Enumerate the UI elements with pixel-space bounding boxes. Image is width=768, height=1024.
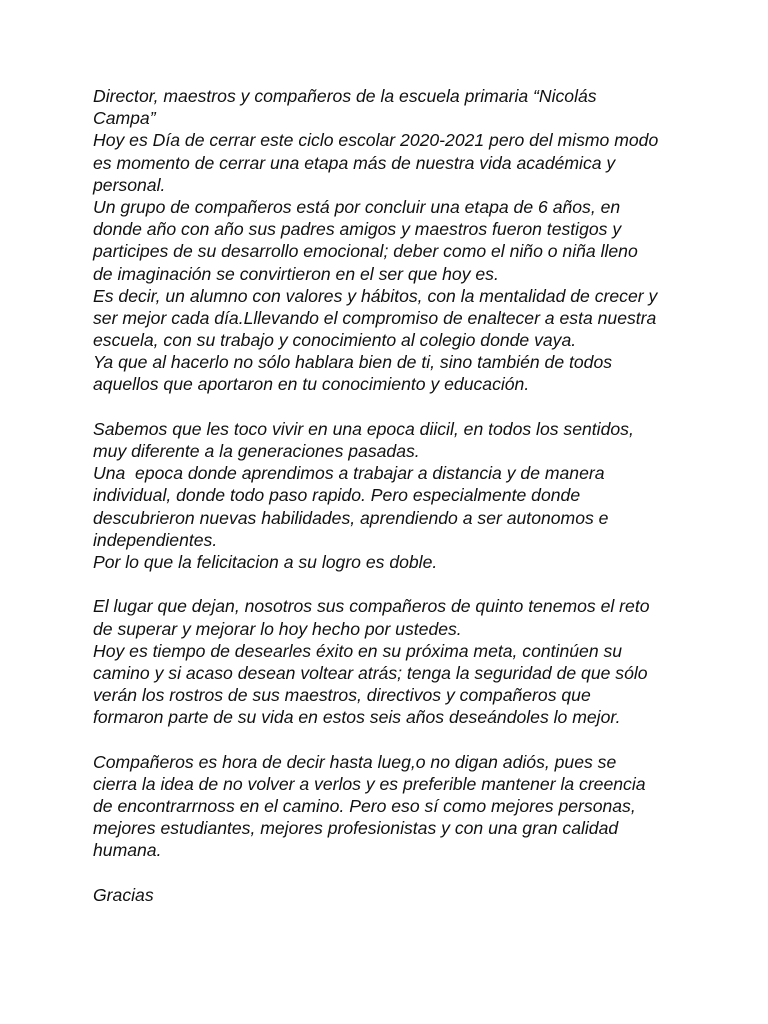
text-line: escuela, con su trabajo y conocimiento al colegio donde vaya. xyxy=(93,330,577,351)
paragraph-spacer xyxy=(93,862,748,884)
text-line: Compañeros es hora de decir hasta lueg,o no digan adiós, pues se xyxy=(93,751,617,772)
text-line: donde año con año sus padres amigos y maestros fueron testigos y xyxy=(93,219,622,240)
text-line: descubrieron nuevas habilidades, aprendiendo a ser autonomos e xyxy=(93,507,609,528)
paragraph-farewell xyxy=(93,751,748,862)
paragraph-spacer xyxy=(93,728,748,750)
text-line: Hoy es tiempo de desearles éxito en su próxima meta, continúen su xyxy=(93,640,623,661)
closing-word: Gracias xyxy=(93,884,154,905)
text-line: participes de su desarrollo emocional; deber como el niño o niña lleno xyxy=(93,241,638,262)
text-line: Sabemos que les toco vivir en una epoca diicil, en todos los sentidos, xyxy=(93,418,634,439)
text-line: camino y si acaso desean voltear atrás; tenga la seguridad de que sólo xyxy=(93,662,648,683)
text-line: Ya que al hacerlo no sólo hablara bien de ti, sino también de todos xyxy=(93,352,613,373)
paragraph-challenge xyxy=(93,595,748,728)
text-line: aquellos que aportaron en tu conocimiento y educación. xyxy=(93,374,530,395)
text-line: de superar y mejorar lo hoy hecho por ustedes. xyxy=(93,618,462,639)
text-line: Un grupo de compañeros está por concluir una etapa de 6 años, en xyxy=(93,196,621,217)
text-line: Por lo que la felicitacion a su logro es doble. xyxy=(93,551,438,572)
text-line: individual, donde todo paso rapido. Pero especialmente donde xyxy=(93,485,581,506)
text-line: de imaginación se convirtieron en el ser que hoy es. xyxy=(93,263,499,284)
text-line: cierra la idea de no volver a verlos y es preferible mantener la creencia xyxy=(93,773,646,794)
text-line: Director, maestros y compañeros de la escuela primaria “Nicolás xyxy=(93,86,597,106)
text-line: Una epoca donde aprendimos a trabajar a distancia y de manera xyxy=(93,463,605,484)
text-line: es momento de cerrar una etapa más de nuestra vida académica y xyxy=(93,152,616,173)
text-line: independientes. xyxy=(93,529,218,550)
text-line: ser mejor cada día.Lllevando el compromiso de enaltecer a esta nuestra xyxy=(93,307,657,328)
text-line: mejores estudiantes, mejores profesionistas y con una gran calidad xyxy=(93,818,619,839)
text-line: Es decir, un alumno con valores y hábitos, con la mentalidad de crecer y xyxy=(93,285,658,306)
text-line: de encontrarrnoss en el camino. Pero eso sí como mejores personas, xyxy=(93,796,636,816)
text-line: verán los rostros de sus maestros, directivos y compañeros que xyxy=(93,685,591,706)
text-line: Hoy es Día de cerrar este ciclo escolar 2020-2021 pero del mismo modo xyxy=(93,130,659,151)
text-line: personal. xyxy=(93,174,166,195)
paragraph-spacer xyxy=(93,573,748,595)
text-line: El lugar que dejan, nosotros sus compañeros de quinto tenemos el reto xyxy=(93,596,650,617)
paragraph-difficult-times xyxy=(93,418,748,573)
text-line: muy diferente a la generaciones pasadas. xyxy=(93,441,420,461)
paragraph-spacer xyxy=(93,396,748,418)
text-line: Campa” xyxy=(93,108,156,129)
text-line: formaron parte de su vida en estos seis años deseándoles lo mejor. xyxy=(93,707,621,728)
paragraph-closing xyxy=(93,884,748,906)
text-line: humana. xyxy=(93,840,162,861)
paragraph-intro xyxy=(93,85,748,396)
